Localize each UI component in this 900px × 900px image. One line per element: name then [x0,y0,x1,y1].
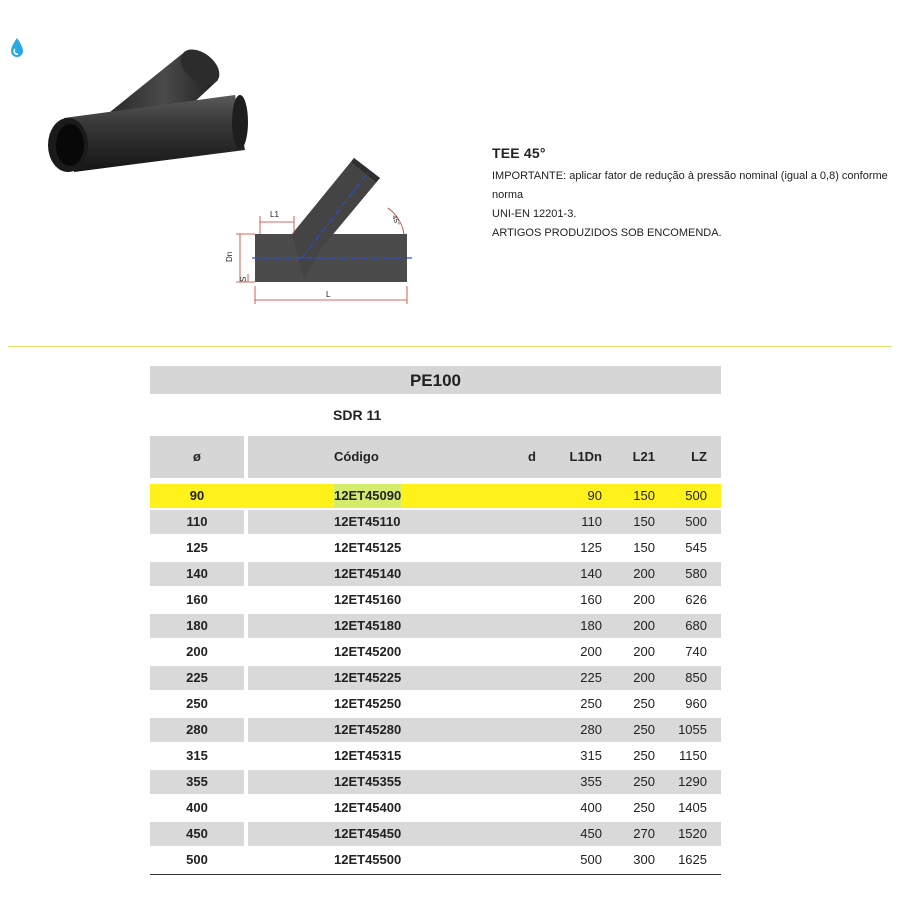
cell-lz: 740 [685,644,707,659]
cell-lz: 1055 [678,722,707,737]
cell-code: 12ET45180 [334,618,402,633]
cell-code: 12ET45315 [334,748,402,763]
cell-lz: 1405 [678,800,707,815]
row-values [248,640,721,664]
cell-diameter: 110 [150,510,244,534]
cell-diameter: 400 [186,800,208,815]
cell-l1dn: 355 [580,774,602,789]
cell-lz: 1150 [679,748,707,763]
cell-lz: 1625 [678,852,707,867]
table-row [150,666,721,690]
row-values [248,510,721,534]
cell-code: 12ET45225 [334,670,402,685]
table-row [150,744,721,768]
cell-l21: 200 [633,644,655,659]
cell-code: 12ET45140 [334,566,402,581]
table-row [150,796,721,820]
row-values [248,666,721,690]
cell-lz: 850 [685,670,707,685]
header-lz: LZ [691,449,707,464]
product-info [492,144,892,243]
cell-diameter: 160 [186,592,208,607]
cell-l21: 200 [633,592,655,607]
table-row [150,614,721,638]
table-row [150,718,721,742]
product-title: TEE 45° [492,145,546,161]
cell-l21: 150 [633,514,655,529]
cell-l1dn: 125 [580,540,602,555]
norm-text: UNI-EN 12201-3. [492,208,577,220]
cell-l1dn: 180 [580,618,602,633]
important-note [492,167,892,205]
cell-code: 12ET45160 [334,592,402,607]
row-values [248,718,721,742]
cell-code: 12ET45125 [334,540,402,555]
row-values [248,744,721,768]
cell-diameter: 125 [186,540,208,555]
table-body [150,484,721,872]
cell-code: 12ET45250 [334,696,402,711]
order-note: ARTIGOS PRODUZIDOS SOB ENCOMENDA. [492,227,722,239]
cell-l21: 150 [633,488,655,503]
cell-l21: 200 [633,618,655,633]
cell-code: 12ET45500 [334,852,402,867]
cell-l1dn: 200 [580,644,602,659]
important-label: IMPORTANTE: [492,170,567,182]
cell-lz: 680 [685,618,707,633]
row-values [248,588,721,612]
table-bottom-rule [150,874,721,875]
table-header [150,436,721,478]
row-values [248,822,721,846]
material-band: PE100 [150,366,721,394]
cell-l21: 250 [633,696,655,711]
cell-diameter: 140 [150,562,244,586]
cell-code: 12ET45110 [334,514,401,529]
tee-45-product-image [40,40,250,185]
cell-l1dn: 315 [580,748,602,763]
table-row [150,484,721,508]
cell-diameter: 500 [186,852,208,867]
drawing-label-l1: L1 [270,210,279,219]
cell-code: 12ET45200 [334,644,402,659]
cell-l21: 270 [633,826,655,841]
drawing-label-angle: 45° [390,214,401,227]
table-row [150,770,721,794]
cell-diameter: 315 [186,748,208,763]
section-divider [8,346,892,347]
drawing-label-s: S [239,276,248,282]
table-row [150,562,721,586]
cell-diameter: 355 [150,770,244,794]
product-table [150,366,721,875]
table-row [150,848,721,872]
cell-diameter: 200 [186,644,208,659]
cell-lz: 500 [685,488,707,503]
cell-diameter: 250 [186,696,208,711]
header-d: d [528,449,536,464]
table-row [150,588,721,612]
cell-code: 12ET45450 [334,826,402,841]
cell-code: 12ET45400 [334,800,402,815]
cell-l21: 250 [633,800,655,815]
cell-diameter: 225 [150,666,244,690]
cell-l21: 200 [633,566,655,581]
cell-l1dn: 250 [580,696,602,711]
water-drop-icon [8,36,26,60]
header-diameter: ø [150,436,244,478]
cell-lz: 1520 [678,826,707,841]
cell-l1dn: 500 [580,852,602,867]
row-values [248,770,721,794]
cell-l21: 200 [633,670,655,685]
cell-l1dn: 110 [581,514,602,529]
cell-l21: 250 [633,774,655,789]
cell-lz: 580 [685,566,707,581]
cell-diameter: 180 [150,614,244,638]
header-code: Código [334,449,379,464]
cell-l1dn: 140 [580,566,602,581]
cell-l1dn: 450 [580,826,602,841]
cell-lz: 500 [685,514,707,529]
row-values [248,614,721,638]
header-group [248,436,721,478]
cell-code: 12ET45090 [334,484,401,508]
important-text: aplicar fator de redução à pressão nominal (igual a 0,8) conforme norma [492,170,888,201]
cell-code: 12ET45280 [334,722,402,737]
cell-lz: 1290 [678,774,707,789]
cell-l21: 250 [633,748,655,763]
cell-l1dn: 90 [587,488,602,503]
cell-l1dn: 225 [580,670,602,685]
cell-diameter: 280 [150,718,244,742]
table-row [150,510,721,534]
row-values [248,692,721,716]
drawing-label-dn: Dn [225,251,234,262]
cell-l21: 300 [633,852,655,867]
row-values [248,484,721,508]
table-row [150,692,721,716]
cell-diameter: 90 [189,488,205,503]
tee-45-technical-drawing [220,150,420,310]
table-row [150,536,721,560]
cell-l1dn: 400 [580,800,602,815]
cell-l21: 250 [633,722,655,737]
table-row [150,640,721,664]
cell-lz: 626 [685,592,707,607]
table-row [150,822,721,846]
row-values [248,562,721,586]
cell-l1dn: 280 [580,722,602,737]
row-values [248,536,721,560]
cell-diameter: 450 [150,822,244,846]
header-l21: L21 [632,449,655,464]
cell-l21: 150 [633,540,655,555]
drawing-label-l: L [326,290,331,299]
cell-l1dn: 160 [580,592,602,607]
row-values [248,796,721,820]
header-l1dn: L1Dn [569,449,602,464]
row-values [248,848,721,872]
cell-code: 12ET45355 [334,774,402,789]
sdr-label: SDR 11 [333,407,382,423]
cell-lz: 545 [685,540,707,555]
cell-lz: 960 [685,696,707,711]
